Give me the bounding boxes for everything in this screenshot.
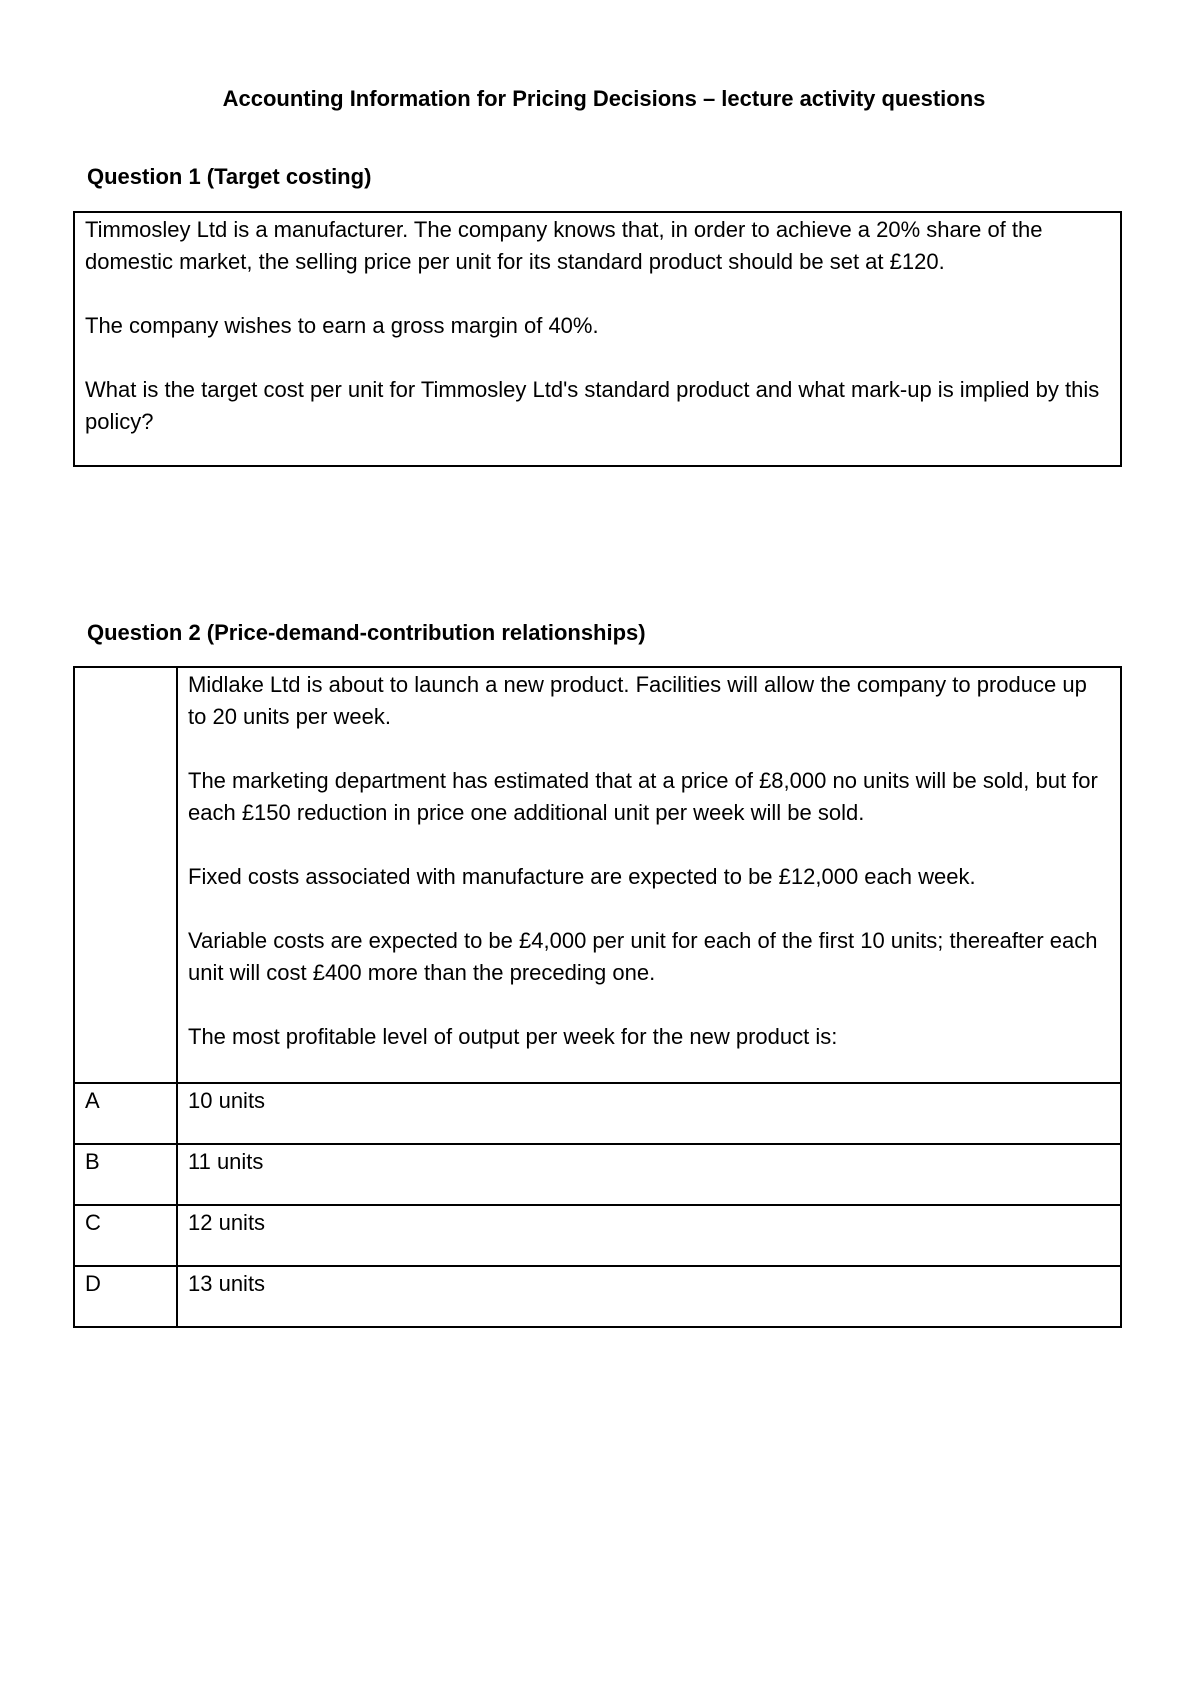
question-1-paragraph: Timmosley Ltd is a manufacturer. The company knows that, in order to achieve a 20% share of the domestic market, the selling price per unit for its standard product should be set at £120. (85, 217, 1043, 274)
question-1-heading: Question 1 (Target costing) (87, 164, 372, 189)
document-title: Accounting Information for Pricing Decisions – lecture activity questions (222, 86, 986, 111)
stem-letter-cell (74, 667, 177, 1083)
question-2-paragraph: Midlake Ltd is about to launch a new product. Facilities will allow the company to produce up to 20 units per week. (188, 672, 1087, 729)
option-row-b (74, 1144, 1121, 1205)
question-2-stem-row (74, 667, 1121, 1083)
option-row-d (74, 1266, 1121, 1327)
option-letter: B (74, 1144, 177, 1205)
question-1-box (73, 211, 1122, 467)
question-2-stem-cell (177, 667, 1121, 1083)
option-row-c (74, 1205, 1121, 1266)
option-text: 12 units (177, 1205, 1121, 1266)
option-letter: D (74, 1266, 177, 1327)
option-letter: C (74, 1205, 177, 1266)
question-2-paragraph: Variable costs are expected to be £4,000 per unit for each of the first 10 units; thereafter each unit will cost £400 more than the preceding one. (188, 928, 1098, 985)
option-text: 13 units (177, 1266, 1121, 1327)
option-text: 10 units (177, 1083, 1121, 1144)
question-2-paragraph: The most profitable level of output per week for the new product is: (188, 1024, 838, 1049)
question-2-paragraph: Fixed costs associated with manufacture are expected to be £12,000 each week. (188, 864, 976, 889)
question-2-paragraph: The marketing department has estimated that at a price of £8,000 no units will be sold, but for each £150 reduction in price one additional unit per week will be sold. (188, 768, 1098, 825)
option-text: 11 units (177, 1144, 1121, 1205)
question-1-paragraph: The company wishes to earn a gross margin of 40%. (85, 313, 599, 338)
question-2-table (73, 666, 1122, 1328)
question-2-heading: Question 2 (Price-demand-contribution relationships) (87, 620, 646, 645)
question-1-paragraph: What is the target cost per unit for Timmosley Ltd's standard product and what mark-up is implied by this policy? (85, 377, 1100, 434)
option-row-a (74, 1083, 1121, 1144)
option-letter: A (74, 1083, 177, 1144)
